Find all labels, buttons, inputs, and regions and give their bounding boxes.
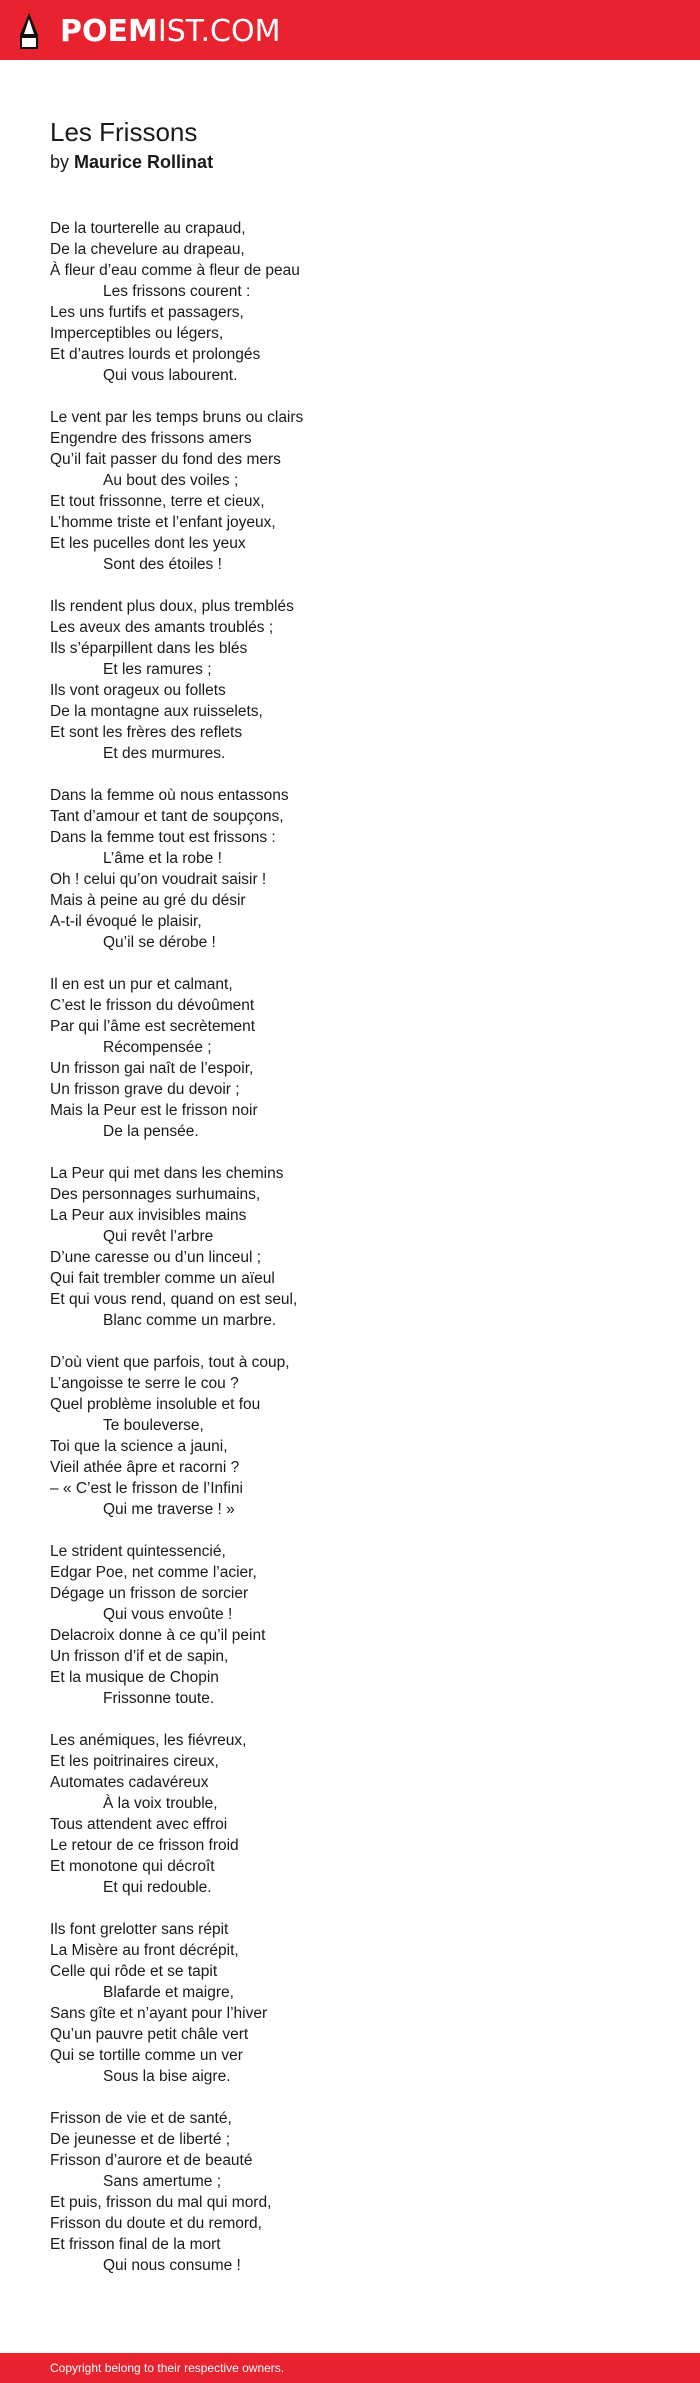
- poem-line: La Peur aux invisibles mains: [50, 1207, 247, 1224]
- poem-line: Ils s’éparpillent dans les blés: [50, 640, 248, 657]
- poem-line: Ils vont orageux ou follets: [50, 682, 226, 699]
- stanza: [50, 596, 670, 764]
- poem-line: Qu’il se dérobe !: [103, 934, 216, 951]
- poem-line: Edgar Poe, net comme l’acier,: [50, 1564, 257, 1581]
- poem-line: Qu’un pauvre petit châle vert: [50, 2026, 249, 2043]
- poem-line: Les anémiques, les fiévreux,: [50, 1732, 247, 1749]
- poem-line: – « C’est le frisson de l’Infini: [50, 1480, 243, 1497]
- stanza: [50, 1163, 670, 1331]
- stanza: [50, 1352, 670, 1520]
- logo-text-bold: POEM: [60, 14, 158, 49]
- poem-line: Et des murmures.: [103, 745, 226, 762]
- site-logo[interactable]: [18, 13, 280, 51]
- poem-line: Qu’il fait passer du fond des mers: [50, 451, 281, 468]
- poem-line: Vieil athée âpre et racorni ?: [50, 1459, 240, 1476]
- poem-line: L’âme et la robe !: [103, 850, 222, 867]
- poem-line: Et tout frissonne, terre et cieux,: [50, 493, 265, 510]
- poem-line: La Peur qui met dans les chemins: [50, 1165, 284, 1182]
- poem-line: Toi que la science a jauni,: [50, 1438, 228, 1455]
- poem-line: Frissonne toute.: [103, 1690, 215, 1707]
- logo-text: [60, 13, 280, 51]
- poem-line: Ils rendent plus doux, plus tremblés: [50, 598, 294, 615]
- poem-line: La Misère au front décrépit,: [50, 1942, 239, 1959]
- poem-line: Et la musique de Chopin: [50, 1669, 219, 1686]
- poem-line: À fleur d’eau comme à fleur de peau: [50, 262, 300, 279]
- author-name[interactable]: Maurice Rollinat: [74, 152, 214, 172]
- poem-line: D’où vient que parfois, tout à coup,: [50, 1354, 290, 1371]
- poem-line: Il en est un pur et calmant,: [50, 976, 233, 993]
- poem-line: Celle qui rôde et se tapit: [50, 1963, 218, 1980]
- poem-line: Sont des étoiles !: [103, 556, 222, 573]
- poem-line: Mais la Peur est le frisson noir: [50, 1102, 258, 1119]
- poem-line: L’angoisse te serre le cou ?: [50, 1375, 239, 1392]
- poem-line: L’homme triste et l’enfant joyeux,: [50, 514, 276, 531]
- poem-line: Sous la bise aigre.: [103, 2068, 231, 2085]
- poem-line: Qui nous consume !: [103, 2257, 241, 2274]
- stanza: [50, 974, 670, 1142]
- poem-line: Le retour de ce frisson froid: [50, 1837, 239, 1854]
- poem-line: Tant d’amour et tant de soupçons,: [50, 808, 284, 825]
- poem-line: Automates cadavéreux: [50, 1774, 209, 1791]
- site-footer: [0, 2353, 700, 2383]
- poem-line: Dans la femme où nous entassons: [50, 787, 289, 804]
- copyright-text: Copyright belong to their respective owners.: [50, 2361, 285, 2375]
- poem-line: Les frissons courent :: [103, 283, 251, 300]
- poem-body: [50, 218, 670, 2297]
- poem-line: Et qui vous rend, quand on est seul,: [50, 1291, 298, 1308]
- poem-line: Sans amertume ;: [103, 2173, 222, 2190]
- poem-line: Tous attendent avec effroi: [50, 1816, 228, 1833]
- poem-line: À la voix trouble,: [103, 1795, 218, 1812]
- poem-line: Et sont les frères des reflets: [50, 724, 243, 741]
- poem-line: Mais à peine au gré du désir: [50, 892, 246, 909]
- poem-line: Et qui redouble.: [103, 1879, 212, 1896]
- stanza: [50, 1919, 670, 2087]
- poem-line: Blanc comme un marbre.: [103, 1312, 277, 1329]
- pen-nib-icon: [18, 13, 40, 51]
- poem-line: Quel problème insoluble et fou: [50, 1396, 261, 1413]
- poem-line: Un frisson grave du devoir ;: [50, 1081, 240, 1098]
- stanza: [50, 218, 670, 386]
- poem-line: Qui se tortille comme un ver: [50, 2047, 243, 2064]
- byline: [50, 150, 670, 174]
- poem-line: Et les poitrinaires cireux,: [50, 1753, 219, 1770]
- poem-line: Le strident quintessencié,: [50, 1543, 226, 1560]
- poem-line: De la tourterelle au crapaud,: [50, 220, 246, 237]
- poem-line: Le vent par les temps bruns ou clairs: [50, 409, 304, 426]
- by-label: by: [50, 152, 70, 172]
- stanza: [50, 407, 670, 575]
- poem-line: Dégage un frisson de sorcier: [50, 1585, 249, 1602]
- poem-line: De jeunesse et de liberté ;: [50, 2131, 231, 2148]
- poem-line: Blafarde et maigre,: [103, 1984, 234, 2001]
- poem-line: Et puis, frisson du mal qui mord,: [50, 2194, 272, 2211]
- poem-line: Et les ramures ;: [103, 661, 212, 678]
- poem-line: Sans gîte et n’ayant pour l’hiver: [50, 2005, 268, 2022]
- poem-line: De la montagne aux ruisselets,: [50, 703, 263, 720]
- poem-line: Par qui l’âme est secrètement: [50, 1018, 256, 1035]
- poem-line: Qui me traverse ! »: [103, 1501, 235, 1518]
- poem-line: Et d’autres lourds et prolongés: [50, 346, 261, 363]
- poem-line: De la pensée.: [103, 1123, 199, 1140]
- poem-line: Dans la femme tout est frissons :: [50, 829, 276, 846]
- poem-line: Les aveux des amants troublés ;: [50, 619, 274, 636]
- poem-line: Engendre des frissons amers: [50, 430, 252, 447]
- poem-line: Qui fait trembler comme un aïeul: [50, 1270, 275, 1287]
- poem-line: Les uns furtifs et passagers,: [50, 304, 244, 321]
- poem-line: Ils font grelotter sans répit: [50, 1921, 229, 1938]
- stanza: [50, 1730, 670, 1898]
- poem-line: Au bout des voiles ;: [103, 472, 239, 489]
- poem-line: Frisson d’aurore et de beauté: [50, 2152, 253, 2169]
- poem-line: Et les pucelles dont les yeux: [50, 535, 246, 552]
- poem-line: Frisson de vie et de santé,: [50, 2110, 232, 2127]
- poem-line: Te bouleverse,: [103, 1417, 204, 1434]
- poem-line: Delacroix donne à ce qu’il peint: [50, 1627, 266, 1644]
- poem-line: Des personnages surhumains,: [50, 1186, 261, 1203]
- poem-line: Qui vous envoûte !: [103, 1606, 233, 1623]
- site-header: [0, 0, 700, 60]
- stanza: [50, 785, 670, 953]
- poem-line: Qui vous labourent.: [103, 367, 238, 384]
- poem-line: Frisson du doute et du remord,: [50, 2215, 262, 2232]
- poem-title: Les Frissons: [50, 117, 198, 147]
- poem-line: Et monotone qui décroît: [50, 1858, 215, 1875]
- poem-heading: [50, 116, 670, 174]
- poem-line: A-t-il évoqué le plaisir,: [50, 913, 202, 930]
- stanza: [50, 1541, 670, 1709]
- poem-line: Oh ! celui qu’on voudrait saisir !: [50, 871, 267, 888]
- poem-line: Qui revêt l’arbre: [103, 1228, 214, 1245]
- poem-line: C’est le frisson du dévoûment: [50, 997, 255, 1014]
- poem-line: Et frisson final de la mort: [50, 2236, 221, 2253]
- poem-line: De la chevelure au drapeau,: [50, 241, 245, 258]
- stanza: [50, 2108, 670, 2276]
- poem-line: Imperceptibles ou légers,: [50, 325, 224, 342]
- poem-line: Un frisson d’if et de sapin,: [50, 1648, 229, 1665]
- poem-line: D’une caresse ou d’un linceul ;: [50, 1249, 262, 1266]
- poem-line: Récompensée ;: [103, 1039, 212, 1056]
- logo-text-light: IST.COM: [157, 14, 281, 49]
- poem-line: Un frisson gai naît de l’espoir,: [50, 1060, 254, 1077]
